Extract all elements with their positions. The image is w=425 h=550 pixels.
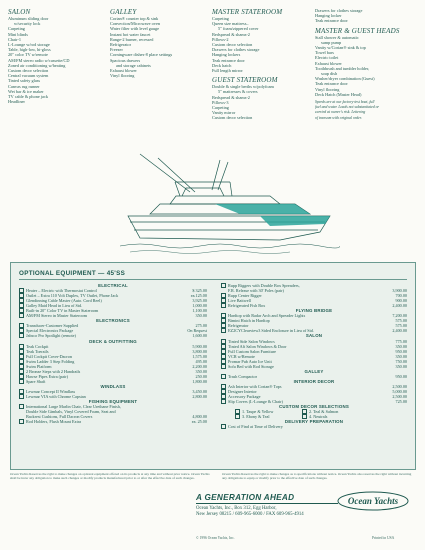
spec-line: 20" color TV w/remote bbox=[8, 52, 48, 58]
option-label: Sofa Bed with Rod Storage bbox=[228, 363, 274, 369]
spec-line: Freezer bbox=[110, 47, 123, 53]
spec-line: Corningware dishes-8 place settings bbox=[110, 52, 173, 58]
spec-line: fuel and water. Loads not substantiated or bbox=[315, 105, 380, 110]
option-label: VCR w/Remote bbox=[228, 353, 255, 359]
option-label: 2 Bronze Steps with 2 Handrails bbox=[26, 368, 81, 374]
spec-line: Vinyl flooring bbox=[315, 86, 340, 92]
option-label: Lewmar VIA with Chrome Capstan bbox=[26, 394, 86, 400]
spec-line: Central vacuum system bbox=[8, 73, 49, 79]
option-label: EZ2CYClearview3 Sided Enclosure in Lieu of Std. bbox=[228, 328, 314, 334]
ocean-yachts-logo bbox=[336, 491, 410, 511]
option-price: 5,000.00 bbox=[392, 388, 407, 394]
section-heading: GALLEY bbox=[304, 368, 324, 374]
checkbox[interactable] bbox=[19, 313, 24, 318]
spec-line: AM/FM stereo radio w/cassette/CD bbox=[8, 57, 70, 63]
spec-line: Electric toilet bbox=[315, 55, 339, 61]
spec-line: Exhaust blower bbox=[315, 60, 342, 66]
section-heading: ELECTRICAL bbox=[98, 283, 128, 288]
spec-line: Spacious drawers bbox=[110, 57, 141, 63]
spec-line: Zoned air conditioning w/heating bbox=[8, 62, 66, 68]
address-line-1: Ocean Yachts, Inc., Box 312, Egg Harbor, bbox=[196, 506, 277, 511]
boat-illustration bbox=[120, 152, 340, 262]
option-price: 3,925.00 bbox=[192, 298, 207, 304]
option-label: Slip Covers (L-Lounge & Chair) bbox=[228, 399, 283, 405]
option-price: ea.125.00 bbox=[190, 293, 207, 299]
option-price: 2,800.00 bbox=[192, 394, 207, 400]
option-price bbox=[383, 424, 407, 429]
disclaimer-block bbox=[10, 472, 416, 481]
spec-line: Canvas rug runner bbox=[8, 83, 40, 89]
disclaimer-right: Ocean Yachts Reserves the right to make changes as to specifications without notice. Ocean Yachts also reserves the right without incurring any obligations to equip or modify prior to the effective date of such changes. bbox=[222, 472, 412, 481]
option-price: On Request bbox=[187, 328, 207, 334]
spec-line: Pillows-3 bbox=[212, 99, 229, 105]
option-label: Bimini Hatch in Hardtop bbox=[228, 318, 270, 324]
spec-line: sump pump bbox=[321, 39, 342, 45]
section-heading: INTERIOR DECOR bbox=[293, 378, 335, 384]
option-price: $ 325.00 bbox=[192, 288, 207, 294]
option-label: Rod Holders, Flush Mount Extra bbox=[26, 419, 82, 425]
option-label: Designer Interior bbox=[228, 388, 257, 394]
spec-line: Custom decor selection bbox=[8, 68, 49, 74]
spec-line: Vinyl flooring bbox=[110, 73, 135, 79]
checkbox[interactable] bbox=[221, 283, 226, 288]
option-price: 495.00 bbox=[195, 358, 207, 364]
optional-right-column bbox=[221, 283, 407, 429]
spec-line: Hanging lockers bbox=[212, 52, 241, 58]
section-heading: DELIVERY PREPARATION bbox=[284, 419, 344, 425]
option-label: Hawse Pipes Extra (pair) bbox=[26, 373, 68, 379]
spec-line: Hanging locker bbox=[315, 13, 342, 19]
option-label: Trash Compactor bbox=[228, 373, 258, 379]
spec-line: 5" foam/zippered cover bbox=[218, 26, 259, 32]
spec-line: Chair-1 bbox=[8, 36, 22, 42]
option-label: Spare Shaft bbox=[26, 378, 46, 384]
option-price: 2,500.00 bbox=[392, 383, 407, 389]
tagline: A GENERATION AHEAD bbox=[196, 493, 295, 502]
option-price: 575.00 bbox=[395, 318, 407, 324]
option-price: 900.00 bbox=[395, 298, 407, 304]
spec-column-2 bbox=[110, 8, 172, 78]
spec-line: Teak entrance door bbox=[315, 81, 348, 87]
spec-line: Custom decor selection bbox=[212, 115, 253, 121]
option-label: Galley Maid Head in Lieu of Std. bbox=[26, 303, 83, 309]
option-price: 2,400.00 bbox=[392, 303, 407, 309]
disclaimer-left: Ocean Yachts Reserves the right to make changes on optional equipment offered on its products at any time and without prior notice. Ocean Yachts shall be incur any obligation to make such changes or modify products manufactured prior to or after the effective date of such changes. bbox=[10, 472, 210, 481]
section-heading: FLYING BRIDGE bbox=[295, 308, 333, 314]
spec-line: Drawers for clothes storage bbox=[315, 8, 363, 13]
option-label: Full Cockpit Cover-Dacron bbox=[26, 353, 72, 359]
decor-option-label: 4. Neutrals bbox=[309, 414, 328, 420]
address bbox=[196, 506, 304, 518]
option-label: Lewmar Concept II Windlass bbox=[26, 388, 76, 394]
option-label: Built-in 20" Color TV in Master Stateroom bbox=[26, 308, 99, 314]
option-label: Glendinning Cable Master (Auto. Cord Reel) bbox=[26, 298, 102, 304]
option-price: 3,800.00 bbox=[192, 348, 207, 354]
option-price: 575.00 bbox=[395, 323, 407, 329]
spec-line: Table, high-low, hi-gloss bbox=[8, 47, 51, 53]
spec-heading: GALLEY bbox=[110, 8, 137, 16]
optional-left-column bbox=[19, 283, 207, 424]
option-price: 350.00 bbox=[395, 363, 407, 369]
option-label: International Large Marlin Chair, Clear Urethane Finish, bbox=[26, 404, 121, 410]
spec-heading: SALON bbox=[8, 8, 31, 16]
spec-line: Wet bar & ice maker bbox=[8, 88, 44, 94]
option-price: 750.00 bbox=[395, 358, 407, 364]
option-price: 1,000.00 bbox=[192, 303, 207, 309]
option-label: Outlet – Extra 110 Volt Duplex, TV Outlet, Phone Jack bbox=[26, 293, 119, 299]
checkbox[interactable] bbox=[19, 333, 24, 338]
spec-line: Bedspread & shams-2 bbox=[212, 94, 250, 100]
option-label: Full Custom Salon Furniture bbox=[228, 348, 277, 354]
option-price: 950.00 bbox=[395, 348, 407, 354]
spec-heading: GUEST STATEROOM bbox=[212, 76, 278, 85]
checkbox[interactable] bbox=[221, 364, 226, 369]
spec-line: Aluminum sliding door bbox=[8, 16, 49, 21]
optional-equipment-title: OPTIONAL EQUIPMENT — 45'SS bbox=[19, 270, 126, 277]
spec-line: Refrigerator bbox=[110, 42, 131, 48]
option-price: 350.00 bbox=[195, 313, 207, 319]
option-label: Promar Pub Auto Ice Unit bbox=[228, 358, 272, 364]
spec-line: w/security lock bbox=[14, 21, 41, 27]
spec-line: Custom decor selection bbox=[212, 42, 253, 48]
option-price: ea. 25.00 bbox=[191, 419, 207, 425]
spec-column-4 bbox=[315, 8, 400, 121]
spec-line: Deck hatch bbox=[212, 62, 232, 68]
checkbox[interactable] bbox=[221, 303, 226, 308]
option-label: Tinted Side Salon Windows bbox=[228, 338, 275, 344]
option-label: Live Baitwell bbox=[228, 298, 251, 304]
spec-column-1 bbox=[8, 8, 69, 104]
checkbox[interactable] bbox=[221, 424, 226, 429]
option-label: Double Side Gimbals, Vinyl Covered Foam, Seat and bbox=[26, 409, 116, 415]
option-price: 950.00 bbox=[395, 373, 407, 379]
spec-line: and storage cabinets bbox=[116, 62, 151, 68]
spec-line: Bedspread & shams-2 bbox=[212, 31, 250, 37]
checkbox[interactable] bbox=[221, 328, 226, 333]
option-row bbox=[19, 333, 207, 338]
spec-line: Pillows-2 bbox=[212, 36, 229, 42]
section-heading: CUSTOM DECOR SELECTIONS bbox=[279, 404, 349, 410]
spec-line: Full length mirror bbox=[212, 68, 243, 74]
option-price: 250.00 bbox=[195, 373, 207, 379]
spec-line: Instant hot water faucet bbox=[110, 31, 151, 37]
spec-line: Double & single berths w/polyfoam bbox=[212, 84, 274, 90]
spec-line: TV cable & phone jack bbox=[8, 94, 49, 100]
spec-heading: MASTER & GUEST HEADS bbox=[315, 26, 400, 35]
checkbox[interactable] bbox=[235, 414, 240, 419]
spec-line: Convection/Microwave oven bbox=[110, 21, 160, 27]
option-label: Swim Ladder 3 Step Folding bbox=[26, 358, 75, 364]
option-label: Heater – Electric with Thermostat Control bbox=[26, 288, 97, 294]
section-heading: DECK & OUTFITTING bbox=[89, 338, 137, 344]
option-price: 7,200.00 bbox=[392, 313, 407, 319]
section-heading: WINDLASS bbox=[100, 383, 126, 389]
spec-line: Teak entrance door bbox=[212, 57, 245, 63]
checkbox[interactable] bbox=[19, 379, 24, 384]
option-price: 2,500.00 bbox=[392, 394, 407, 400]
option-label: F.R. Release with 30' Poles (pair) bbox=[228, 288, 284, 294]
printed-in: Printed in USA bbox=[372, 536, 395, 540]
option-price: 1,575.00 bbox=[192, 353, 207, 359]
decor-option-label: 3. Ebony & Teal bbox=[242, 414, 270, 420]
option-label: AM/FM Stereo in Master Stateroom bbox=[26, 313, 87, 319]
spec-line: Towel bars bbox=[315, 50, 334, 56]
spec-line: Toothbrush and tumbler holder, bbox=[315, 65, 370, 71]
option-label: Backrest Cushions, Full Dacron Covers bbox=[26, 414, 93, 420]
checkbox[interactable] bbox=[221, 399, 226, 404]
option-label: Transducer-Customer Supplied bbox=[26, 323, 79, 329]
spec-line: 5" mattresses & covers bbox=[218, 89, 258, 95]
option-price: 3,900.00 bbox=[392, 288, 407, 294]
section-heading: ELECTRONICS bbox=[96, 318, 130, 324]
option-label: Special Electronics Package bbox=[26, 328, 74, 334]
spec-line: Queen size mattress– bbox=[212, 21, 249, 27]
option-label: Teak Cockpit bbox=[26, 343, 49, 349]
option-price: 5,900.00 bbox=[192, 343, 207, 349]
logo-text: Ocean Yachts bbox=[347, 496, 399, 506]
spec-line: Water filter with level gauge bbox=[110, 26, 160, 32]
option-label: Refrigerator bbox=[228, 323, 249, 329]
spec-line: Deck Hatch (Master Head) bbox=[315, 91, 362, 97]
spec-line: Stall shower & automatic bbox=[315, 34, 359, 40]
section-heading: SALON bbox=[305, 333, 323, 339]
option-label: Accessory Package bbox=[228, 394, 261, 400]
spec-line: Range-2 burner, recessed bbox=[110, 36, 154, 42]
option-price: 1,100.00 bbox=[192, 308, 207, 314]
title-divider bbox=[19, 279, 407, 280]
option-label: Jabsco Pro Spotlight (remote) bbox=[26, 333, 76, 339]
option-row bbox=[19, 419, 207, 424]
option-label: Teak Toerails bbox=[26, 348, 49, 354]
section-heading: FISHING EQUIPMENT bbox=[88, 399, 138, 405]
option-label: Swim Platform bbox=[26, 363, 52, 369]
optional-equipment-panel bbox=[10, 262, 416, 470]
option-price: 3,450.00 bbox=[192, 388, 207, 394]
option-price: 700.00 bbox=[395, 293, 407, 299]
spec-line: Vanity w/Corian® sink & top bbox=[315, 45, 366, 51]
option-label: Tinted Aft Salon Windows & Door bbox=[228, 343, 287, 349]
spec-line: Carpeting bbox=[212, 16, 229, 21]
option-row bbox=[221, 424, 407, 429]
spec-line: Tinted safety glass bbox=[8, 78, 41, 84]
spec-line: of transom with original order. bbox=[315, 115, 362, 120]
spec-line: Teak entrance door bbox=[315, 18, 348, 24]
option-price: 1,800.00 bbox=[192, 378, 207, 384]
spec-line: Mini blinds bbox=[8, 31, 28, 37]
checkbox[interactable] bbox=[221, 374, 226, 379]
option-label: Rupp Riggers with Double Box Spreaders, bbox=[228, 283, 300, 288]
option-price: 1,600.00 bbox=[192, 333, 207, 339]
tagline-rule bbox=[196, 503, 338, 504]
spec-line: soap dish bbox=[321, 71, 338, 77]
spec-line: Carpeting bbox=[8, 26, 25, 32]
option-label: Cost of Find at Time of Delivery bbox=[228, 424, 283, 430]
option-price: 350.00 bbox=[395, 353, 407, 359]
copyright: © 1996 Ocean Yachts, Inc. bbox=[196, 536, 235, 540]
option-price: 4,800.00 bbox=[192, 414, 207, 420]
spec-line: Exhaust blower bbox=[110, 68, 137, 74]
spec-line: Vanity mirror bbox=[212, 110, 236, 116]
checkbox[interactable] bbox=[19, 404, 24, 409]
spec-line: Headliner bbox=[8, 99, 25, 105]
option-price: 725.00 bbox=[395, 399, 407, 405]
option-label: Ash Interior with Corian® Tops bbox=[228, 383, 282, 389]
option-price: 2,200.00 bbox=[192, 363, 207, 369]
spec-line: carried at owner's risk. Lettering bbox=[315, 110, 366, 115]
option-label: Refrigerated Fish Box bbox=[228, 303, 266, 309]
spec-heading: MASTER STATEROOM bbox=[212, 8, 283, 16]
spec-line: Drawers for clothes storage bbox=[212, 47, 260, 53]
decor-option-label: 2. Teal & Salmon bbox=[309, 409, 339, 415]
checkbox[interactable] bbox=[19, 419, 24, 424]
option-price: 775.00 bbox=[395, 338, 407, 344]
option-price: 350.00 bbox=[195, 368, 207, 374]
spec-line: Washer/dryer combination (Guest) bbox=[315, 76, 375, 82]
spec-line: Carpeting bbox=[212, 105, 229, 111]
address-line-2: New Jersey 08215 / 609-965-6000 / FAX 609-965-4914 bbox=[196, 512, 304, 517]
option-price: 350.00 bbox=[395, 343, 407, 349]
checkbox[interactable] bbox=[19, 394, 24, 399]
spec-line: Speeds are at our factory-test boat, full bbox=[315, 100, 375, 105]
spec-line: Corian® counter top & sink bbox=[110, 16, 159, 21]
spec-column-3 bbox=[212, 8, 282, 121]
spec-line: L-Lounge w/rod storage bbox=[8, 42, 50, 48]
option-label: Rupp Center Rigger bbox=[228, 293, 262, 299]
option-label: Hardtop with Radar Arch and Spreader Lights bbox=[228, 313, 306, 319]
option-price: 2,400.00 bbox=[392, 328, 407, 334]
decor-option-label: 1. Taupe & Yellow bbox=[242, 409, 274, 415]
option-price: 275.00 bbox=[195, 323, 207, 329]
